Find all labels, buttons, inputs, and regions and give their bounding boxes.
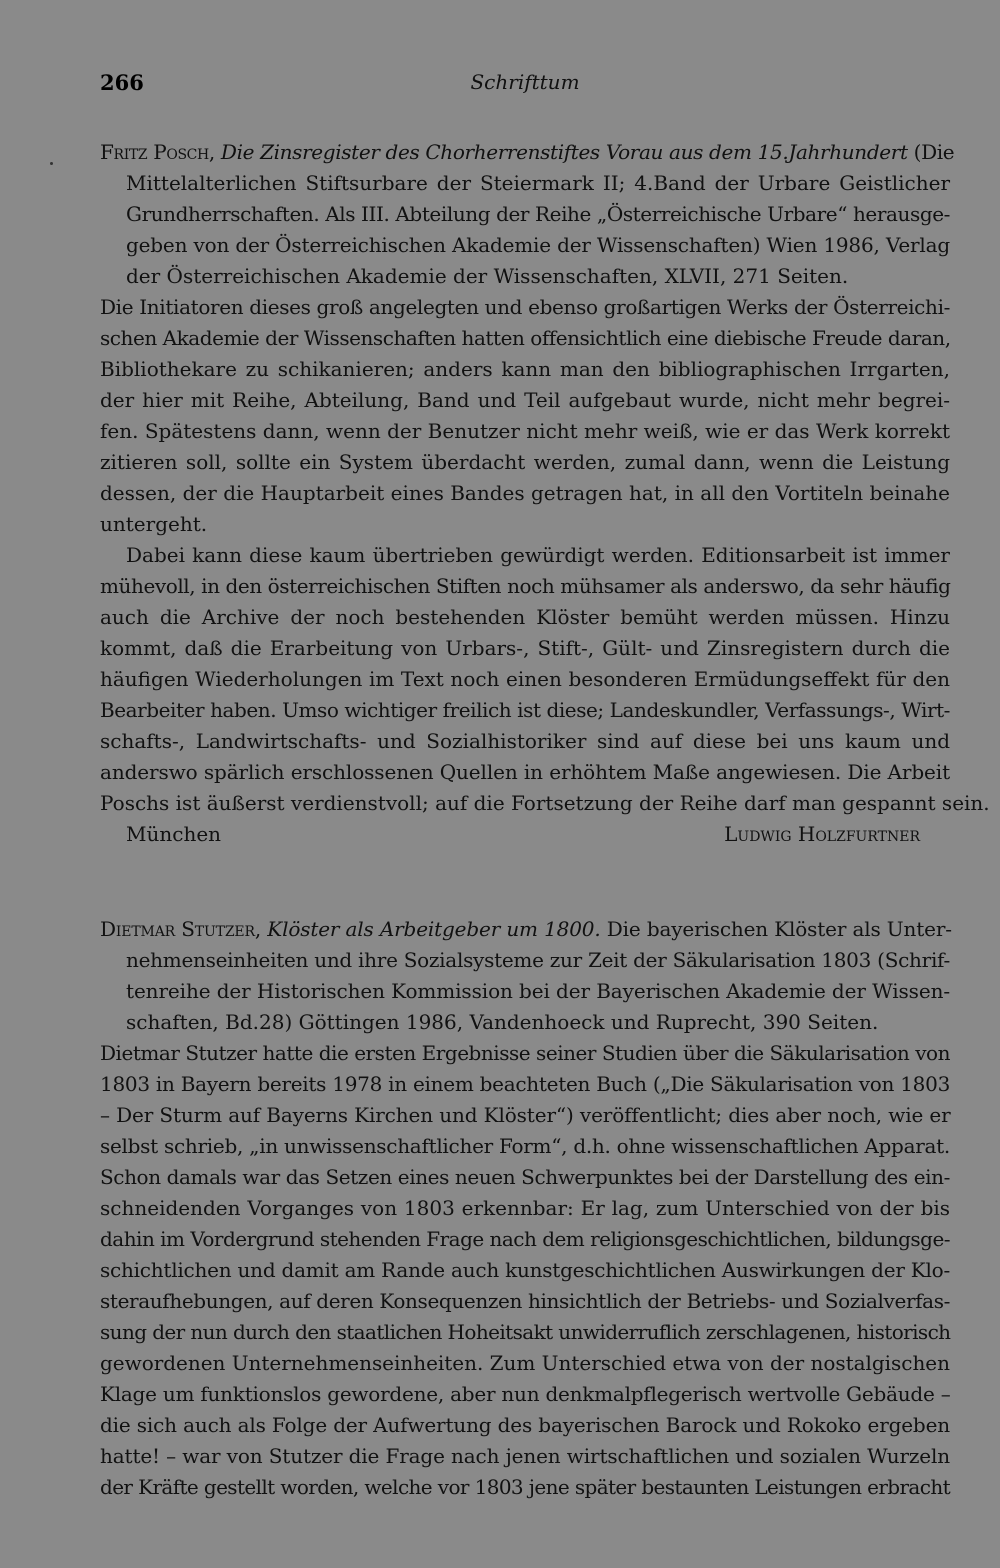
review-1	[100, 137, 990, 850]
citation-line: geben von der Österreichischen Akademie der Wissenschaften) Wien 1986, Verlag	[126, 233, 950, 257]
citation-line: tenreihe der Historischen Kommission bei der Bayerischen Akademie der Wissen-	[126, 979, 951, 1003]
book-title: Klöster als Arbeitgeber um 1800.	[267, 917, 601, 941]
citation-text: Die bayerischen Klöster als Unter-	[606, 917, 952, 941]
citation-text: (Die	[913, 140, 955, 164]
body-line: 1803 in Bayern bereits 1978 in einem beachteten Buch („Die Säkularisation von 1803	[100, 1072, 951, 1096]
body-line: schneidenden Vorganges von 1803 erkennbar: Er lag, zum Unterschied von der bis	[100, 1196, 951, 1220]
body-line: fen. Spätestens dann, wenn der Benutzer nicht mehr weiß, wie er das Werk korrekt	[100, 419, 951, 443]
body-line: gewordenen Unternehmenseinheiten. Zum Unterschied etwa von der nostalgischen	[100, 1351, 950, 1375]
book-title: Die Zinsregister des Chorherrenstiftes Vorau aus dem 15.Jahrhundert	[220, 140, 908, 164]
body-line: selbst schrieb, „in unwissenschaftlicher Form“, d.h. ohne wissenschaftlichen Apparat.	[100, 1134, 950, 1158]
citation-line	[100, 137, 955, 168]
body-line: die sich auch als Folge der Aufwertung des bayerischen Barock und Rokoko ergeben	[100, 1413, 950, 1437]
body-line: schichtlichen und damit am Rande auch kunstgeschichtlichen Auswirkungen der Klo-	[100, 1258, 950, 1282]
citation-line: nehmenseinheiten und ihre Sozialsysteme zur Zeit der Säkularisation 1803 (Schrif-	[126, 948, 950, 972]
body-line: hatte! – war von Stutzer die Frage nach jenen wirtschaftlichen und sozialen Wurzeln	[100, 1444, 950, 1468]
signature-line	[100, 819, 950, 850]
reviewer-name: Ludwig Holzfurtner	[724, 822, 920, 846]
citation-line	[100, 914, 950, 945]
citation-line: schaften, Bd.28) Göttingen 1986, Vandenhoeck und Ruprecht, 390 Seiten.	[126, 1010, 879, 1034]
body-line: mühevoll, in den österreichischen Stiften noch mühsamer als anderswo, da sehr häufig	[100, 574, 951, 598]
body-line: – Der Sturm auf Bayerns Kirchen und Klöster“) veröffentlicht; dies aber noch, wie er	[100, 1103, 951, 1127]
citation-line: Grundherrschaften. Als III. Abteilung der Reihe „Österreichische Urbare“ herausge-	[126, 202, 950, 226]
body-line: steraufhebungen, auf deren Konsequenzen hinsichtlich der Betriebs- und Sozialverfas-	[100, 1289, 951, 1313]
body-line: kommt, daß die Erarbeitung von Urbars-, Stift-, Gült- und Zinsregistern durch die	[100, 636, 950, 660]
body-line: sung der nun durch den staatlichen Hoheitsakt unwiderruflich zerschlagenen, historisch	[100, 1320, 951, 1344]
body-line: dahin im Vordergrund stehenden Frage nach dem religionsgeschichtlichen, bildungsge-	[100, 1227, 951, 1251]
body-line: Die Initiatoren dieses groß angelegten und ebenso großartigen Werks der Österreichi-	[100, 295, 951, 319]
review-2	[100, 914, 950, 1503]
body-line: anderswo spärlich erschlossenen Quellen in erhöhtem Maße angewiesen. Die Arbeit	[100, 760, 951, 784]
body-line: schen Akademie der Wissenschaften hatten offensichtlich eine diebische Freude daran,	[100, 326, 951, 350]
body-line: schafts-, Landwirtschafts- und Sozialhistoriker sind auf diese bei uns kaum und	[100, 729, 951, 753]
body-line: Bearbeiter haben. Umso wichtiger freilich ist diese; Landeskundler, Verfassungs-, Wirt-	[100, 698, 951, 722]
body-line: untergeht.	[100, 512, 208, 536]
body-line: Bibliothekare zu schikanieren; anders kann man den bibliographischen Irrgarten,	[100, 357, 950, 381]
body-line: Poschs ist äußerst verdienstvoll; auf die Fortsetzung der Reihe darf man gespannt sein.	[100, 791, 990, 815]
body-line: Dabei kann diese kaum übertrieben gewürdigt werden. Editionsarbeit ist immer	[126, 543, 950, 567]
body-line: dessen, der die Hauptarbeit eines Bandes getragen hat, in all den Vortiteln beinahe	[100, 481, 951, 505]
running-head	[100, 70, 950, 104]
body-line: Dietmar Stutzer hatte die ersten Ergebnisse seiner Studien über die Säkularisation von	[100, 1041, 951, 1065]
review-place: München	[126, 822, 222, 846]
body-line: zitieren soll, sollte ein System überdacht werden, zumal dann, wenn die Leistung	[100, 450, 951, 474]
body-line: der Kräfte gestellt worden, welche vor 1803 jene später bestaunten Leistungen erbracht	[100, 1475, 951, 1499]
citation-line: der Österreichischen Akademie der Wissenschaften, XLVII, 271 Seiten.	[126, 264, 849, 288]
body-line: Schon damals war das Setzen eines neuen Schwerpunktes bei der Darstellung des ein-	[100, 1165, 950, 1189]
review-author: Fritz Posch,	[100, 140, 215, 164]
scan-speck	[50, 162, 53, 165]
body-line: Klage um funktionslos gewordene, aber nun denkmalpflegerisch wertvolle Gebäude –	[100, 1382, 951, 1406]
citation-line: Mittelalterlichen Stiftsurbare der Steiermark II; 4.Band der Urbare Geistlicher	[126, 171, 951, 195]
review-author: Dietmar Stutzer,	[100, 917, 262, 941]
body-line: häufigen Wiederholungen im Text noch einen besonderen Ermüdungseffekt für den	[100, 667, 950, 691]
body-line: der hier mit Reihe, Abteilung, Band und Teil aufgebaut wurde, nicht mehr begrei-	[100, 388, 951, 412]
running-title: Schrifttum	[470, 70, 580, 94]
body-line: auch die Archive der noch bestehenden Klöster bemüht werden müssen. Hinzu	[100, 605, 951, 629]
page-number: 266	[100, 70, 144, 95]
